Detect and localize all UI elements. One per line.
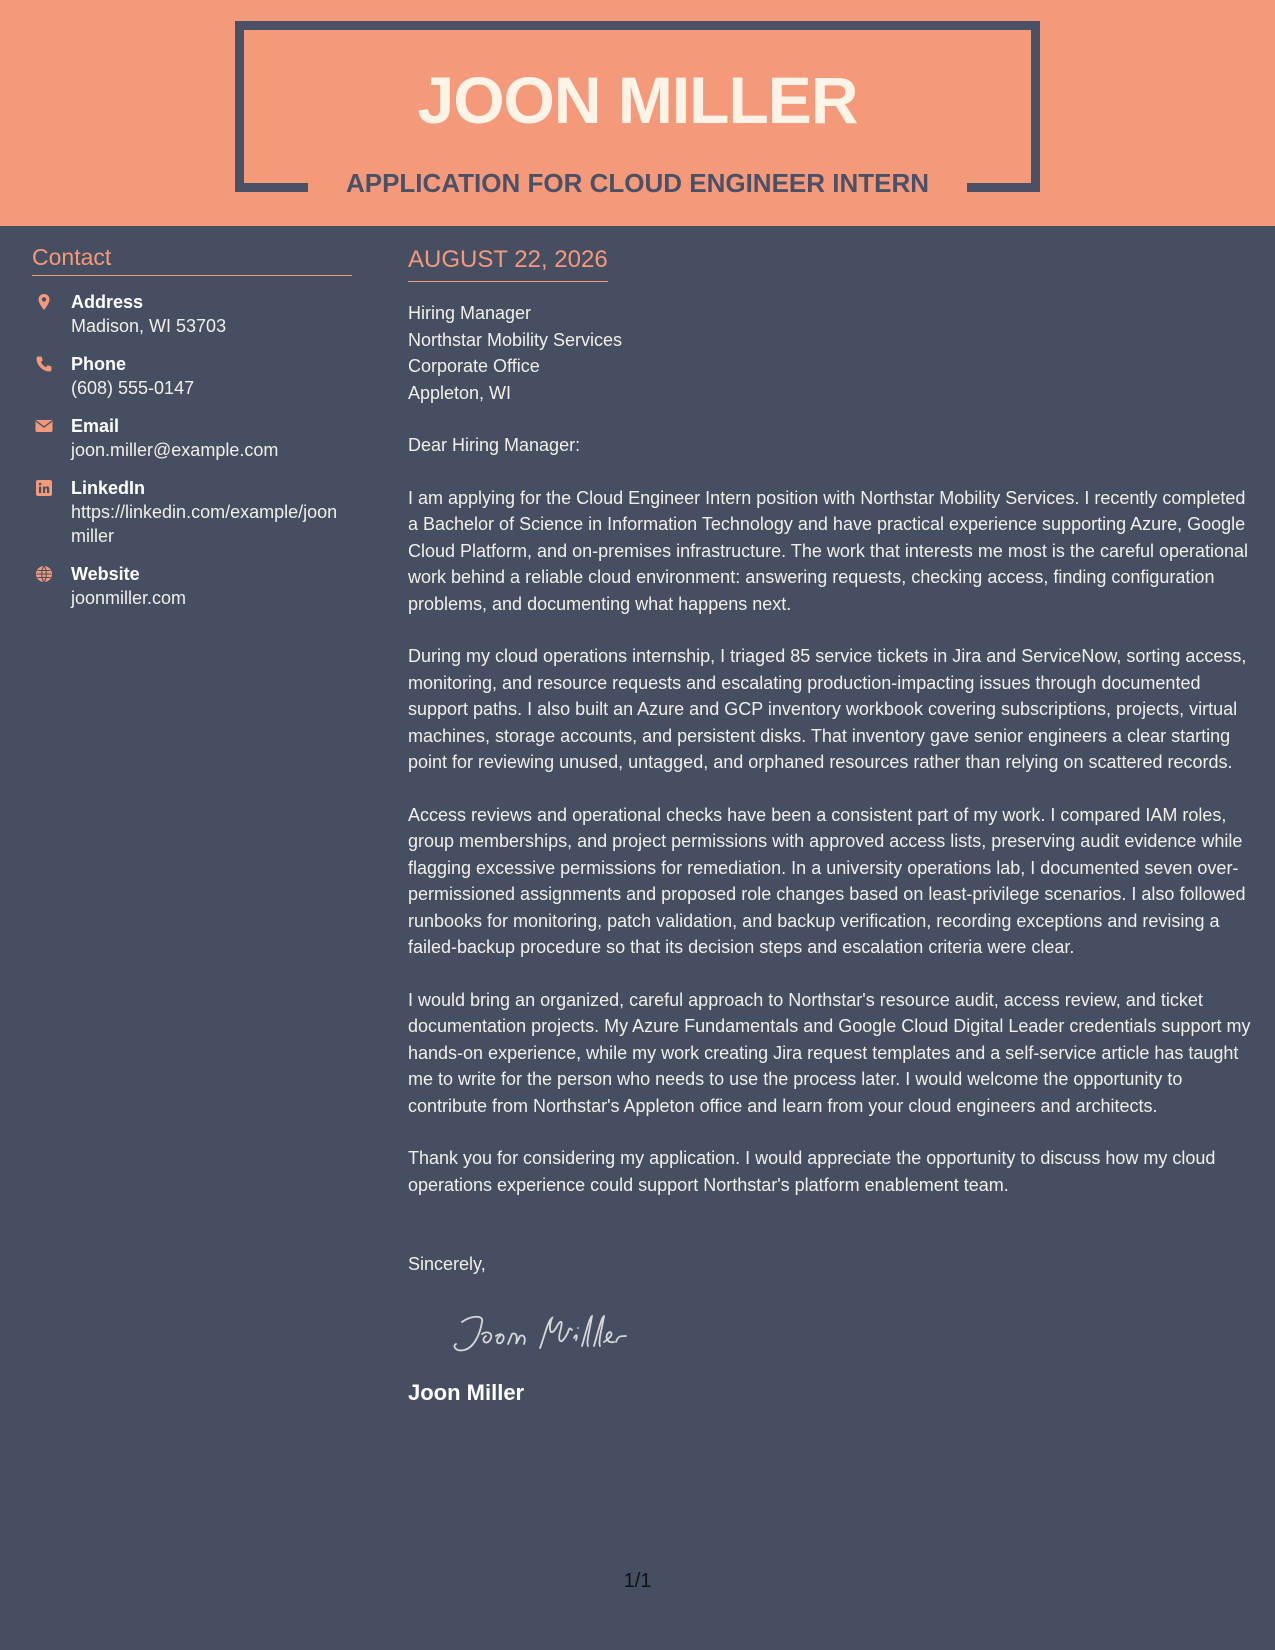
body-paragraph: I would bring an organized, careful approach to Northstar's resource audit, access review, and ticket documentation projects. My Azure Fundamentals and Google Cloud Digital Leader credentials support my hands-on experience, while my work creating Jira request templates and a self-service article has taught me to write for the person who needs to use the process later. I would welcome the opportunity to contribute from Northstar's Appleton office and learn from your cloud engineers and architects. (408, 989, 1251, 1116)
contact-value: (608) 555-0147 (71, 378, 195, 398)
handwritten-signature (444, 1308, 1253, 1358)
greeting: Dear Hiring Manager: (408, 435, 581, 455)
recipient-line: Hiring Manager (408, 303, 532, 323)
body-paragraph: I am applying for the Cloud Engineer Intern position with Northstar Mobility Services. I recently completed a Bachelor of Science in Information Technology and have practical experience supporting Azure, Google Cloud Platform, and on-premises infrastructure. The work that interests me most is the careful operational work behind a reliable cloud environment: answering requests, checking access, finding configuration problems, and documenting what happens next. (408, 487, 1249, 614)
phone-icon (35, 355, 53, 373)
map-pin-icon (35, 293, 53, 311)
contact-website (32, 562, 352, 610)
recipient-line: Northstar Mobility Services (408, 329, 623, 350)
body-paragraph: Thank you for considering my application. I would appreciate the opportunity to discuss how my cloud operations experience could support Northstar's platform enablement team. (408, 1148, 1216, 1195)
globe-icon (35, 565, 53, 583)
recipient-line: Appleton, WI (408, 382, 512, 403)
page-number: 1/1 (623, 1570, 652, 1592)
contact-value[interactable]: https://linkedin.com/example/joonmiller (71, 502, 338, 546)
linkedin-icon (35, 479, 53, 497)
contact-address (32, 290, 352, 338)
contact-label: Website (71, 564, 140, 584)
application-subtitle: APPLICATION FOR CLOUD ENGINEER INTERN (345, 168, 930, 198)
recipient-line: Corporate Office (408, 356, 540, 376)
contact-value: Madison, WI 53703 (71, 316, 227, 336)
contact-label: Address (71, 292, 144, 312)
contact-label: Phone (71, 354, 127, 374)
letter-date: AUGUST 22, 2026 (408, 244, 608, 282)
closing: Sincerely, (408, 1254, 486, 1274)
recipient-block (408, 300, 1253, 406)
contact-label: LinkedIn (71, 478, 146, 498)
header-banner (0, 0, 1275, 226)
contact-heading: Contact (32, 242, 352, 276)
contact-phone (32, 352, 352, 400)
contact-sidebar (32, 242, 352, 610)
contact-email (32, 414, 352, 462)
envelope-icon (35, 417, 53, 435)
signed-name: Joon Miller (408, 1379, 525, 1405)
contact-value[interactable]: joonmiller.com (71, 588, 187, 608)
applicant-name: JOON MILLER (417, 63, 858, 137)
contact-value: joon.miller@example.com (71, 440, 279, 460)
contact-label: Email (71, 416, 120, 436)
body-paragraph: During my cloud operations internship, I triaged 85 service tickets in Jira and ServiceNow, sorting access, monitoring, and resource requests and escalating production-impacting issues through documented support paths. I also built an Azure and GCP inventory workbook covering subscriptions, projects, virtual machines, storage accounts, and persistent disks. That inventory gave senior engineers a clear starting point for reviewing unused, untagged, and orphaned resources rather than relying on scattered records. (408, 646, 1247, 772)
contact-linkedin (32, 476, 352, 548)
letter-body (408, 244, 1253, 1408)
body-paragraph: Access reviews and operational checks have been a consistent part of my work. I compared IAM roles, group memberships, and project permissions with approved access lists, preserving audit evidence while flagging excessive permissions for remediation. In a university operations lab, I documented seven over-permissioned assignments and proposed role changes based on least-privilege scenarios. I also followed runbooks for monitoring, patch validation, and backup verification, recording exceptions and revising a failed-backup procedure so that its decision steps and escalation criteria were clear. (408, 804, 1246, 957)
